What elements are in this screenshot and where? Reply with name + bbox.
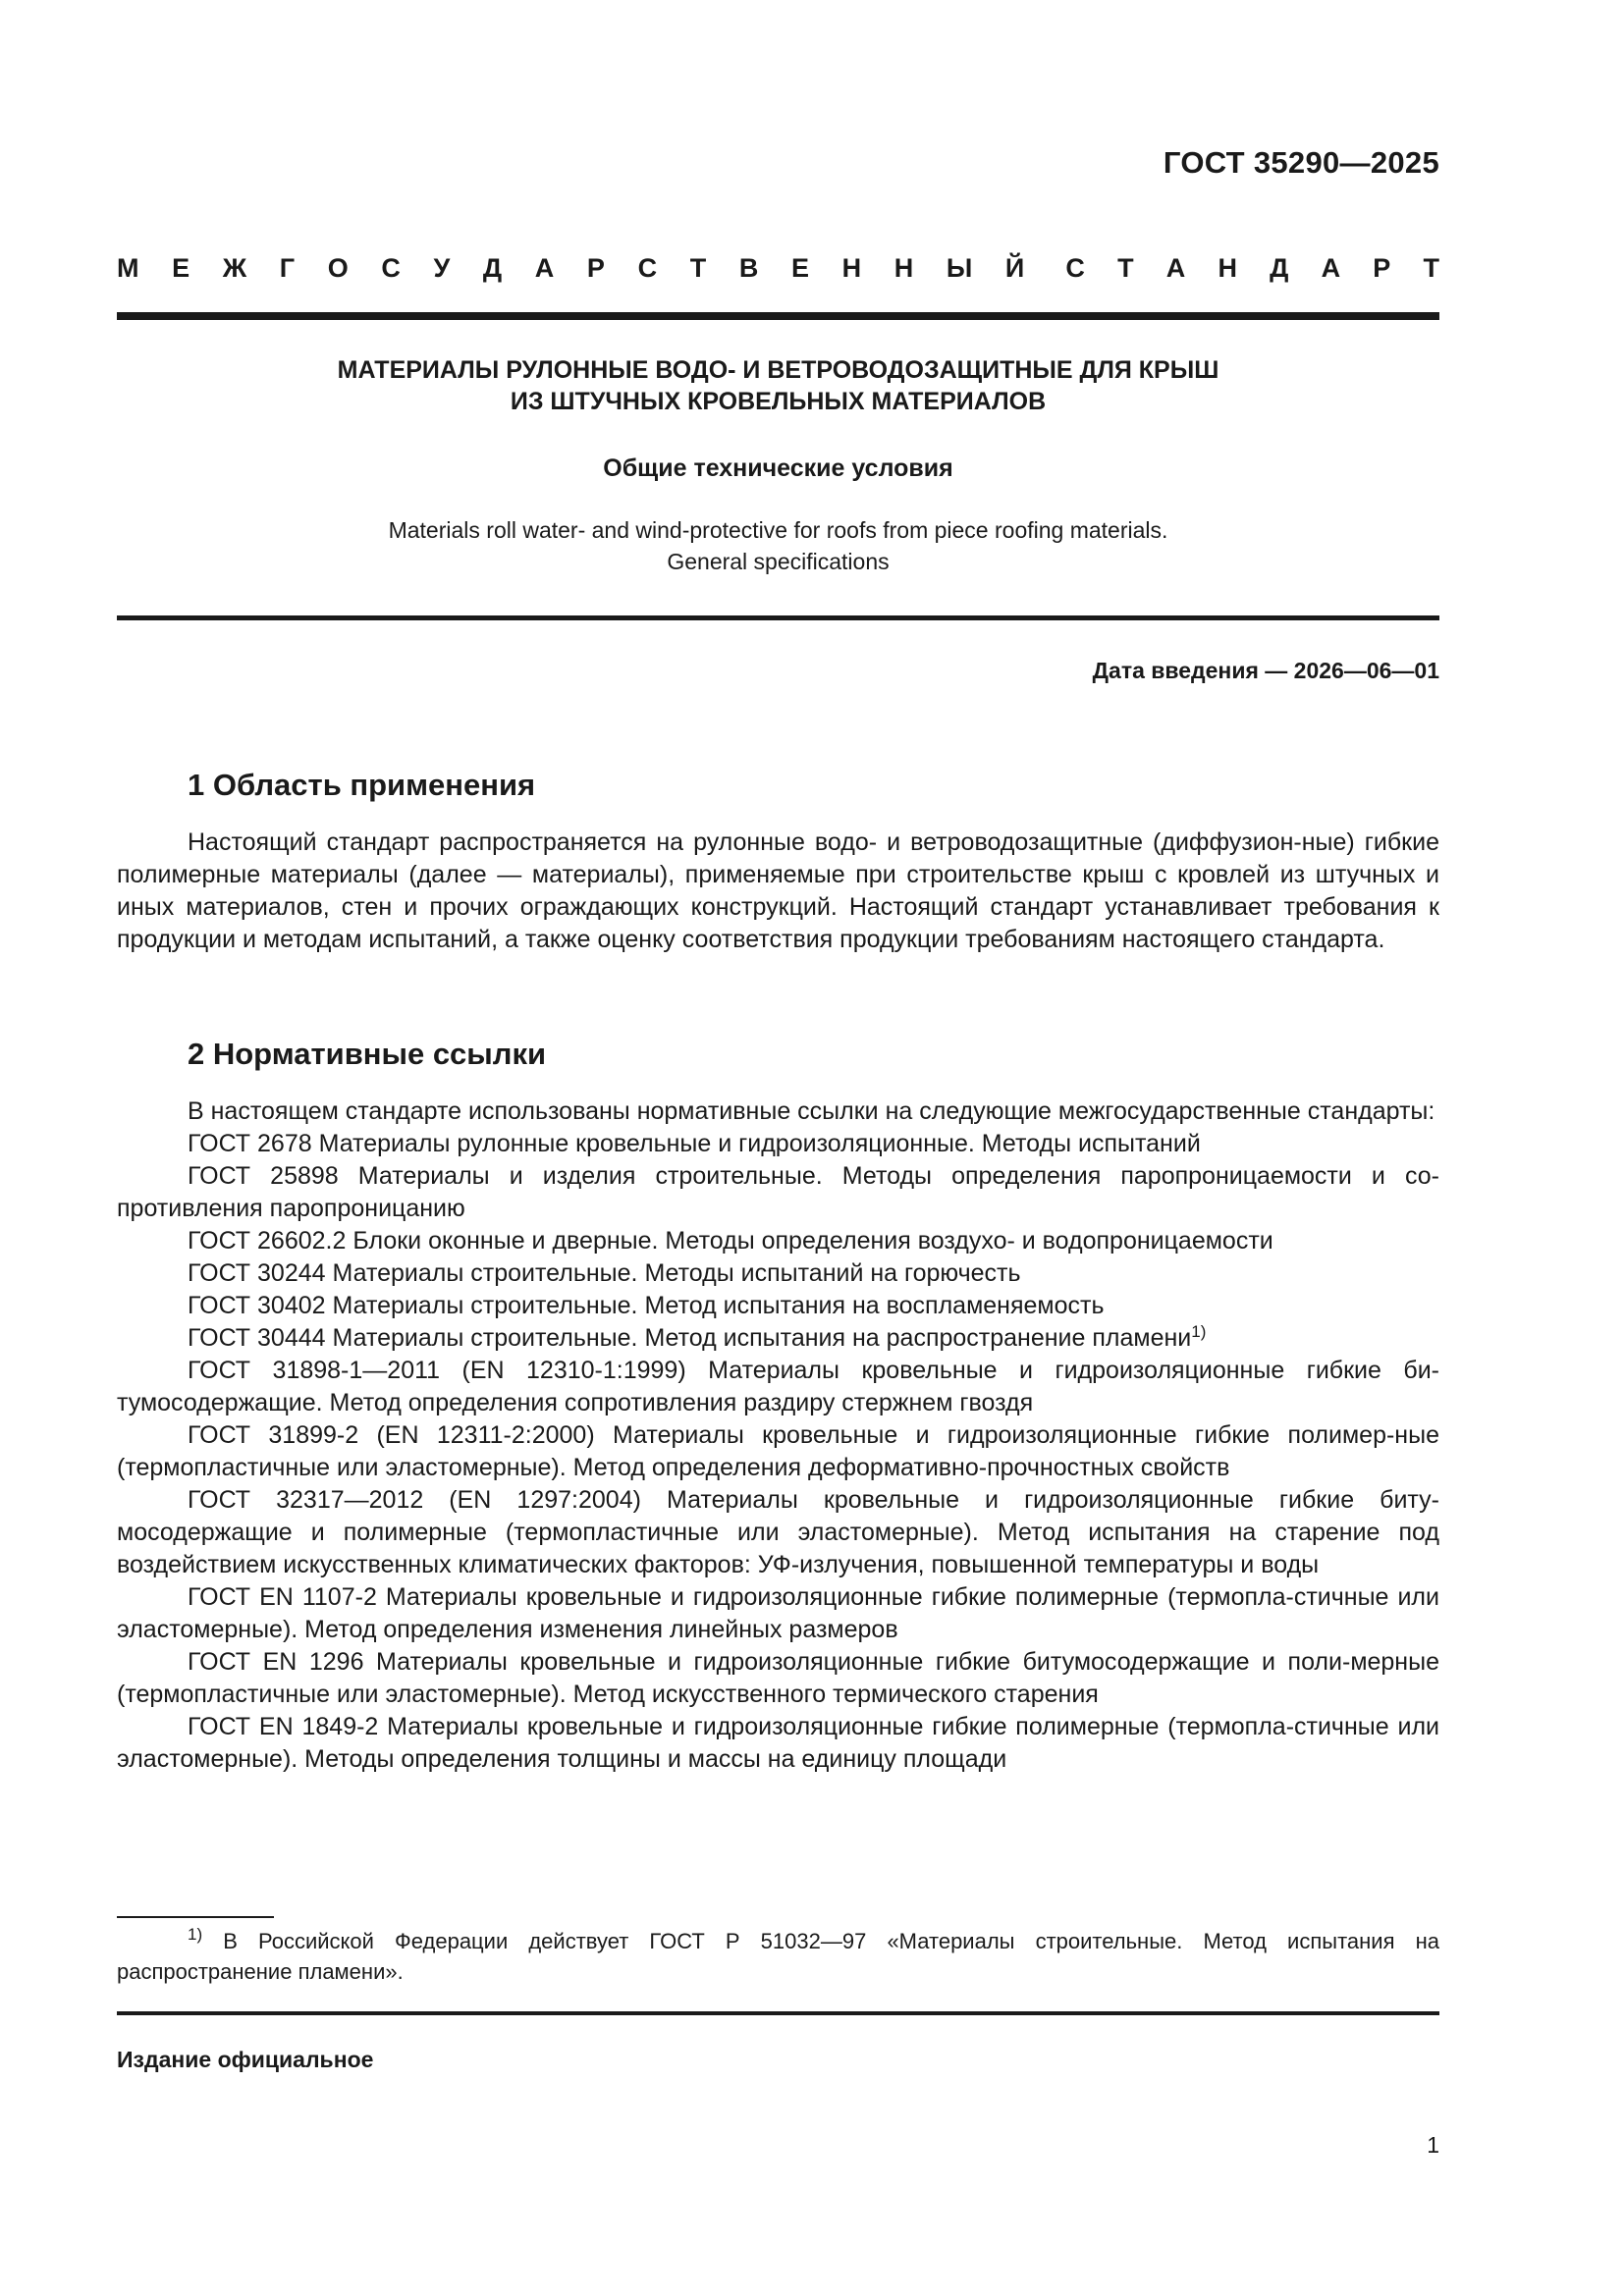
banner-letter: Т [1423, 253, 1439, 283]
document-page [117, 0, 1439, 2296]
banner-letter: Р [586, 253, 605, 283]
banner-letter: Е [790, 253, 809, 283]
standard-word [1065, 253, 1439, 284]
banner-letter: С [1065, 253, 1085, 283]
section-1-heading: 1 Область применения [188, 768, 536, 802]
banner-letter: Д [1270, 253, 1289, 283]
reference-item: ГОСТ EN 1296 Материалы кровельные и гидроизоляционные гибкие битумосодержащие и поли-мерные (термопластичные или эластомерные). Метод искусственного термического старения [117, 1648, 1439, 1708]
section-2-heading: 2 Нормативные ссылки [188, 1037, 547, 1071]
reference-item: ГОСТ 26602.2 Блоки оконные и дверные. Методы определения воздухо- и водопроницаемости [188, 1227, 1273, 1255]
banner-letter: А [1165, 253, 1186, 283]
english-title [117, 514, 1439, 577]
banner-letter: Ы [946, 253, 973, 283]
reference-item: ГОСТ 30402 Материалы строительные. Метод испытания на воспламеняемость [188, 1292, 1105, 1319]
footnote-text-block [117, 1926, 1439, 1987]
banner-letter: Н [1218, 253, 1237, 283]
reference-item: ГОСТ 32317—2012 (EN 1297:2004) Материалы кровельные и гидроизоляционные гибкие биту-мосодержащие и полимерные (термопластичные или эластомерные). Метод испытания на старение под воздействием искусственных климатических факторов: УФ-излучения, повышенной температуры и воды [117, 1486, 1439, 1578]
header-rule [117, 312, 1439, 320]
reference-item: ГОСТ 31898-1—2011 (EN 12310-1:1999) Материалы кровельные и гидроизоляционные гибкие би-тумосодержащие. Метод определения сопротивления раздиру стержнем гвоздя [117, 1357, 1439, 1416]
reference-item: ГОСТ 30244 Материалы строительные. Методы испытаний на горючесть [188, 1259, 1021, 1287]
reference-item: ГОСТ 25898 Материалы и изделия строительные. Методы определения паропроницаемости и со-противления паропроницанию [117, 1162, 1439, 1222]
reference-text: ГОСТ 30444 Материалы строительные. Метод испытания на распространение пламени [188, 1324, 1192, 1352]
footnote-separator [117, 1916, 274, 1918]
banner-letter: Н [841, 253, 862, 283]
title-line-1: МАТЕРИАЛЫ РУЛОННЫЕ ВОДО- И ВЕТРОВОДОЗАЩИТНЫЕ ДЛЯ КРЫШ [337, 356, 1219, 384]
footnote [117, 1926, 1439, 1987]
document-title [117, 354, 1439, 417]
reference-item: ГОСТ 31899-2 (EN 12311-2:2000) Материалы кровельные и гидроизоляционные гибкие полимер-ные (термопластичные или эластомерные). Метод определения деформативно-прочностных свойств [117, 1421, 1439, 1481]
banner-letter: С [637, 253, 658, 283]
footer-rule [117, 2011, 1439, 2015]
title-rule [117, 615, 1439, 620]
banner-letter: Т [1117, 253, 1134, 283]
banner-letter: О [327, 253, 349, 283]
banner-letter: Д [482, 253, 503, 283]
english-title-line-2: General specifications [667, 549, 890, 574]
footnote-text: В Российской Федерации действует ГОСТ Р 51032—97 «Материалы строительные. Метод испытания на распространение пламени». [117, 1929, 1439, 1984]
reference-item: ГОСТ EN 1107-2 Материалы кровельные и гидроизоляционные гибкие полимерные (термопла-стичные или эластомерные). Метод определения изменения линейных размеров [117, 1583, 1439, 1643]
banner-letter: А [1321, 253, 1341, 283]
banner-letter: В [738, 253, 759, 283]
banner-letter: Г [279, 253, 296, 283]
introduction-date: Дата введения — 2026—06—01 [1092, 658, 1439, 683]
section-1-body [117, 827, 1439, 956]
banner-letter: А [534, 253, 555, 283]
reference-item: ГОСТ EN 1849-2 Материалы кровельные и гидроизоляционные гибкие полимерные (термопла-стичные или эластомерные). Методы определения толщины и массы на единицу площади [117, 1713, 1439, 1773]
title-line-2: ИЗ ШТУЧНЫХ КРОВЕЛЬНЫХ МАТЕРИАЛОВ [510, 388, 1047, 415]
interstate-word [117, 253, 1024, 284]
banner-letter: У [433, 253, 451, 283]
banner-letter: Р [1373, 253, 1391, 283]
interstate-standard-banner [117, 253, 1439, 284]
document-code: ГОСТ 35290—2025 [1163, 145, 1439, 180]
banner-letter: Ж [222, 253, 247, 283]
banner-letter: Н [893, 253, 914, 283]
section-2-intro: В настоящем стандарте использованы нормативные ссылки на следующие межгосударственные стандарты: [188, 1097, 1435, 1125]
footnote-marker[interactable]: 1) [1191, 1322, 1207, 1341]
page-number: 1 [1427, 2132, 1439, 2158]
section-2-body [117, 1095, 1439, 1776]
banner-letter: Т [689, 253, 707, 283]
banner-letter: Й [1004, 253, 1025, 283]
english-title-line-1: Materials roll water- and wind-protective for roofs from piece roofing materials. [388, 517, 1168, 543]
official-edition-label: Издание официальное [117, 2047, 374, 2072]
reference-item: ГОСТ 2678 Материалы рулонные кровельные и гидроизоляционные. Методы испытаний [188, 1130, 1201, 1157]
section-1-paragraph: Настоящий стандарт распространяется на рулонные водо- и ветроводозащитные (диффузион-ные) гибкие полимерные материалы (далее — материалы), применяемые при строительстве крыш с кровлей из штучных и иных материалов, стен и прочих ограждающих конструкций. Настоящий стандарт устанавливает требования к продукции и методам испытаний, а также оценку соответствия продукции требованиям настоящего стандарта. [117, 828, 1439, 953]
reference-item-with-footnote [117, 1322, 1439, 1355]
banner-letter: Е [172, 253, 190, 283]
banner-letter: М [117, 253, 139, 283]
document-subtitle: Общие технические условия [603, 454, 953, 482]
footnote-number: 1) [188, 1925, 203, 1944]
banner-letter: С [381, 253, 401, 283]
